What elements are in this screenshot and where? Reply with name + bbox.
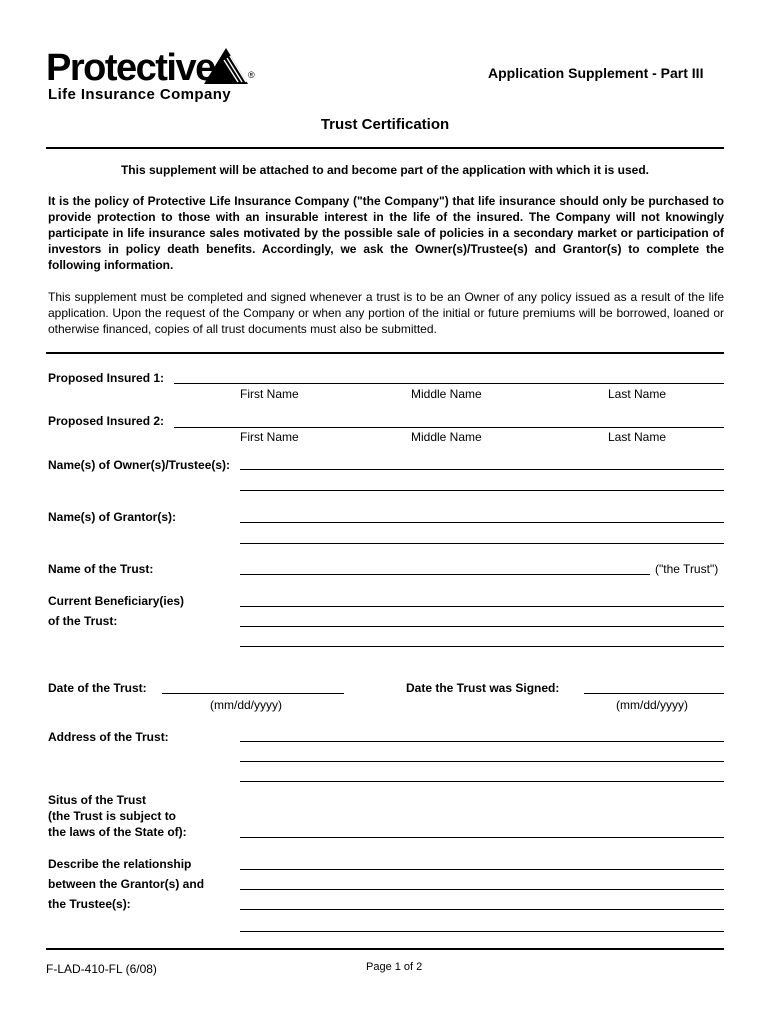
insured2-input[interactable] (174, 427, 724, 428)
relationship-input-line-4[interactable] (240, 931, 724, 932)
situs-input[interactable] (240, 837, 724, 838)
top-divider (46, 147, 724, 149)
situs-label-3: the laws of the State of): (48, 825, 187, 839)
beneficiary-input-line-3[interactable] (240, 646, 724, 647)
company-logo (46, 46, 256, 106)
relationship-input-line-3[interactable] (240, 909, 724, 910)
logo-subtitle: Life Insurance Company (48, 86, 232, 103)
logo-wordmark: Protective (46, 47, 215, 89)
trust-date-input[interactable] (162, 693, 344, 694)
insured2-first-name-caption: First Name (240, 430, 299, 444)
insured1-middle-name-caption: Middle Name (411, 387, 482, 401)
policy-paragraph: It is the policy of Protective Life Insurance Company ("the Company") that life insurance should only be purchased to provide protection to those with an insurable interest in the life of the insured. The Company will not knowingly participate in life insurance sales motivated by the possible sale of policies in a secondary market or participation of investors in policy death benefits. Accordingly, we ask the Owner(s)/Trustee(s) and Grantor(s) to complete the following information. (48, 194, 724, 272)
address-input-line-2[interactable] (240, 761, 724, 762)
insured2-last-name-caption: Last Name (608, 430, 667, 444)
trust-name-suffix: ("the Trust") (655, 562, 719, 576)
trust-date-format: (mm/dd/yyyy) (210, 698, 282, 712)
completion-paragraph: This supplement must be completed and signed whenever a trust is to be an Owner of any policy issued as a result of the life application. Upon the request of the Company or when any portion of the initial or future premiums will be borrowed, loaned or otherwise financed, copies of all trust documents must also be submitted. (48, 290, 724, 336)
address-input-line-1[interactable] (240, 741, 724, 742)
address-input-line-3[interactable] (240, 781, 724, 782)
section-divider (46, 352, 724, 354)
insured1-label: Proposed Insured 1: (48, 371, 165, 385)
beneficiary-label-2: of the Trust: (48, 614, 118, 628)
beneficiary-input-line-1[interactable] (240, 606, 724, 607)
date-signed-format: (mm/dd/yyyy) (616, 698, 688, 712)
trust-name-label: Name of the Trust: (48, 562, 154, 576)
form-number: F-LAD-410-FL (6/08) (46, 962, 157, 976)
address-label: Address of the Trust: (48, 730, 169, 744)
insured1-input[interactable] (174, 383, 724, 384)
insured2-middle-name-caption: Middle Name (411, 430, 482, 444)
form-title: Trust Certification (320, 116, 450, 133)
relationship-input-line-2[interactable] (240, 889, 724, 890)
beneficiary-label-1: Current Beneficiary(ies) (48, 594, 185, 608)
insured1-first-name-caption: First Name (240, 387, 299, 401)
grantors-label: Name(s) of Grantor(s): (48, 510, 177, 524)
bottom-divider (46, 948, 724, 950)
grantors-input-line-2[interactable] (240, 543, 724, 544)
trust-date-label: Date of the Trust: (48, 681, 147, 695)
owners-input-line-1[interactable] (240, 469, 724, 470)
trust-name-input[interactable] (240, 574, 650, 575)
date-signed-input[interactable] (584, 693, 724, 694)
relationship-input-line-1[interactable] (240, 869, 724, 870)
beneficiary-input-line-2[interactable] (240, 626, 724, 627)
owners-label: Name(s) of Owner(s)/Trustee(s): (48, 458, 231, 472)
situs-label-1: Situs of the Trust (48, 793, 147, 807)
situs-label-2: (the Trust is subject to (48, 809, 177, 823)
relationship-label-3: the Trustee(s): (48, 897, 131, 911)
attach-note: This supplement will be attached to and become part of the application with which it is used. (120, 163, 650, 177)
grantors-input-line-1[interactable] (240, 522, 724, 523)
owners-input-line-2[interactable] (240, 490, 724, 491)
insured2-label: Proposed Insured 2: (48, 414, 165, 428)
page-number: Page 1 of 2 (366, 961, 423, 973)
relationship-label-2: between the Grantor(s) and (48, 877, 205, 891)
relationship-label-1: Describe the relationship (48, 857, 192, 871)
insured1-last-name-caption: Last Name (608, 387, 667, 401)
pyramid-logo-icon (204, 48, 248, 84)
document-title: Application Supplement - Part III (488, 65, 704, 81)
date-signed-label: Date the Trust was Signed: (406, 681, 560, 695)
registered-mark: ® (248, 70, 255, 80)
